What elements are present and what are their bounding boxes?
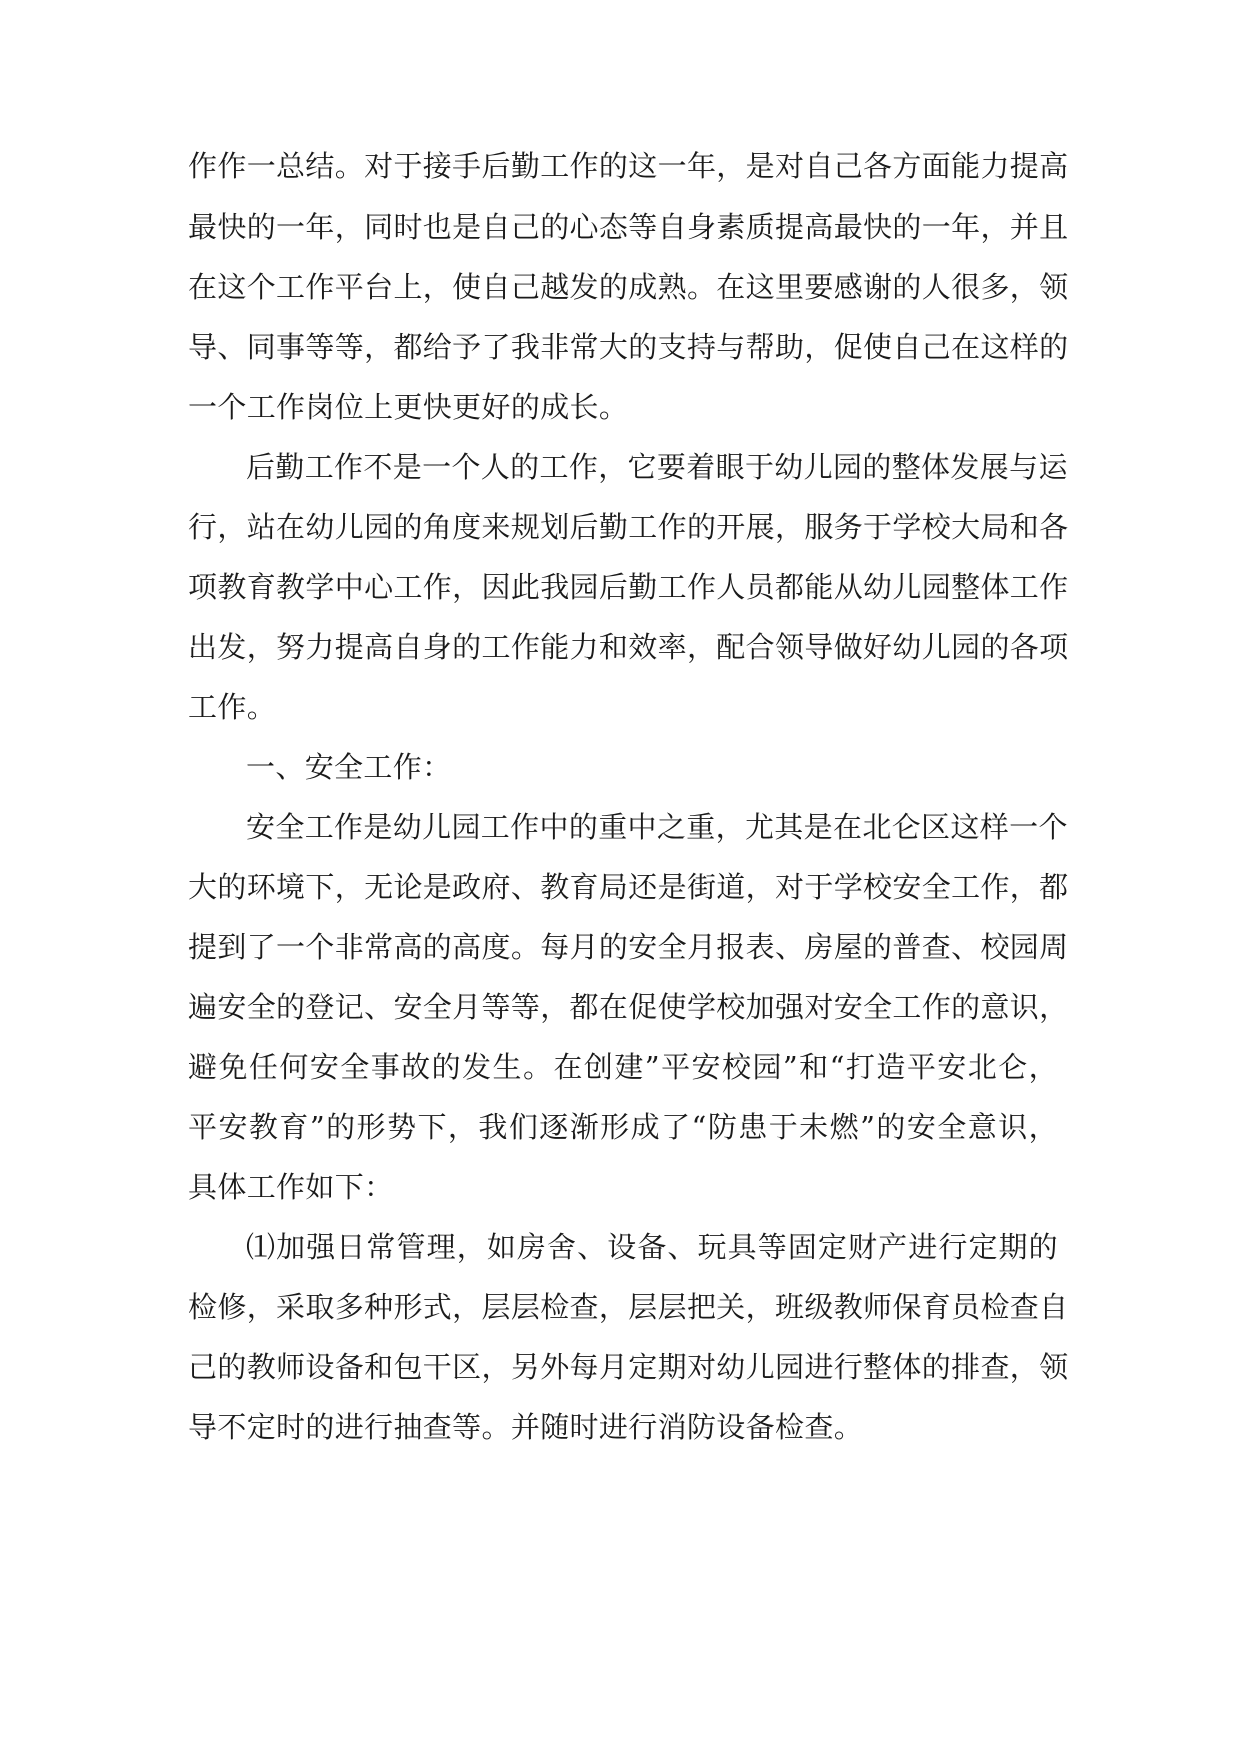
text-line: 遍安全的登记、安全月等等，都在促使学校加强对安全工作的意识， (188, 990, 1069, 1024)
text-line: 导、同事等等，都给予了我非常大的支持与帮助，促使自己在这样的 (188, 330, 1069, 364)
text-line: 己的教师设备和包干区，另外每月定期对幼儿园进行整体的排查，领 (188, 1350, 1069, 1384)
text-line: 安全工作是幼儿园工作中的重中之重，尤其是在北仑区这样一个 (246, 810, 1068, 844)
text-line: 行，站在幼儿园的角度来规划后勤工作的开展，服务于学校大局和各 (188, 510, 1069, 544)
text-line: 作作一总结。对于接手后勤工作的这一年，是对自己各方面能力提高 (188, 149, 1069, 183)
text-line: 检修，采取多种形式，层层检查，层层把关，班级教师保育员检查自 (188, 1290, 1069, 1324)
text-line: ⑴加强日常管理，如房舍、设备、玩具等固定财产进行定期的 (246, 1230, 1058, 1264)
text-line: 具体工作如下： (188, 1170, 394, 1204)
section-heading: 一、安全工作： (246, 750, 452, 784)
text-line: 在这个工作平台上，使自己越发的成熟。在这里要感谢的人很多，领 (188, 270, 1069, 304)
text-line: 大的环境下，无论是政府、教育局还是街道，对于学校安全工作，都 (188, 870, 1069, 904)
text-line: 一个工作岗位上更快更好的成长。 (188, 390, 629, 424)
text-line: 出发，努力提高自身的工作能力和效率，配合领导做好幼儿园的各项 (188, 630, 1069, 664)
text-line: 最快的一年，同时也是自己的心态等自身素质提高最快的一年，并且 (188, 210, 1069, 244)
text-line: 避免任何安全事故的发生。在创建”平安校园”和“打造平安北仑， (188, 1050, 1058, 1084)
text-line: 平安教育”的形势下，我们逐渐形成了“防患于未燃”的安全意识， (188, 1110, 1058, 1144)
text-line: 导不定时的进行抽查等。并随时进行消防设备检查。 (188, 1410, 864, 1444)
text-line: 提到了一个非常高的高度。每月的安全月报表、房屋的普查、校园周 (188, 930, 1069, 964)
text-line: 后勤工作不是一个人的工作，它要着眼于幼儿园的整体发展与运 (246, 450, 1068, 484)
text-line: 工作。 (188, 690, 277, 724)
text-line: 项教育教学中心工作，因此我园后勤工作人员都能从幼儿园整体工作 (188, 570, 1069, 604)
